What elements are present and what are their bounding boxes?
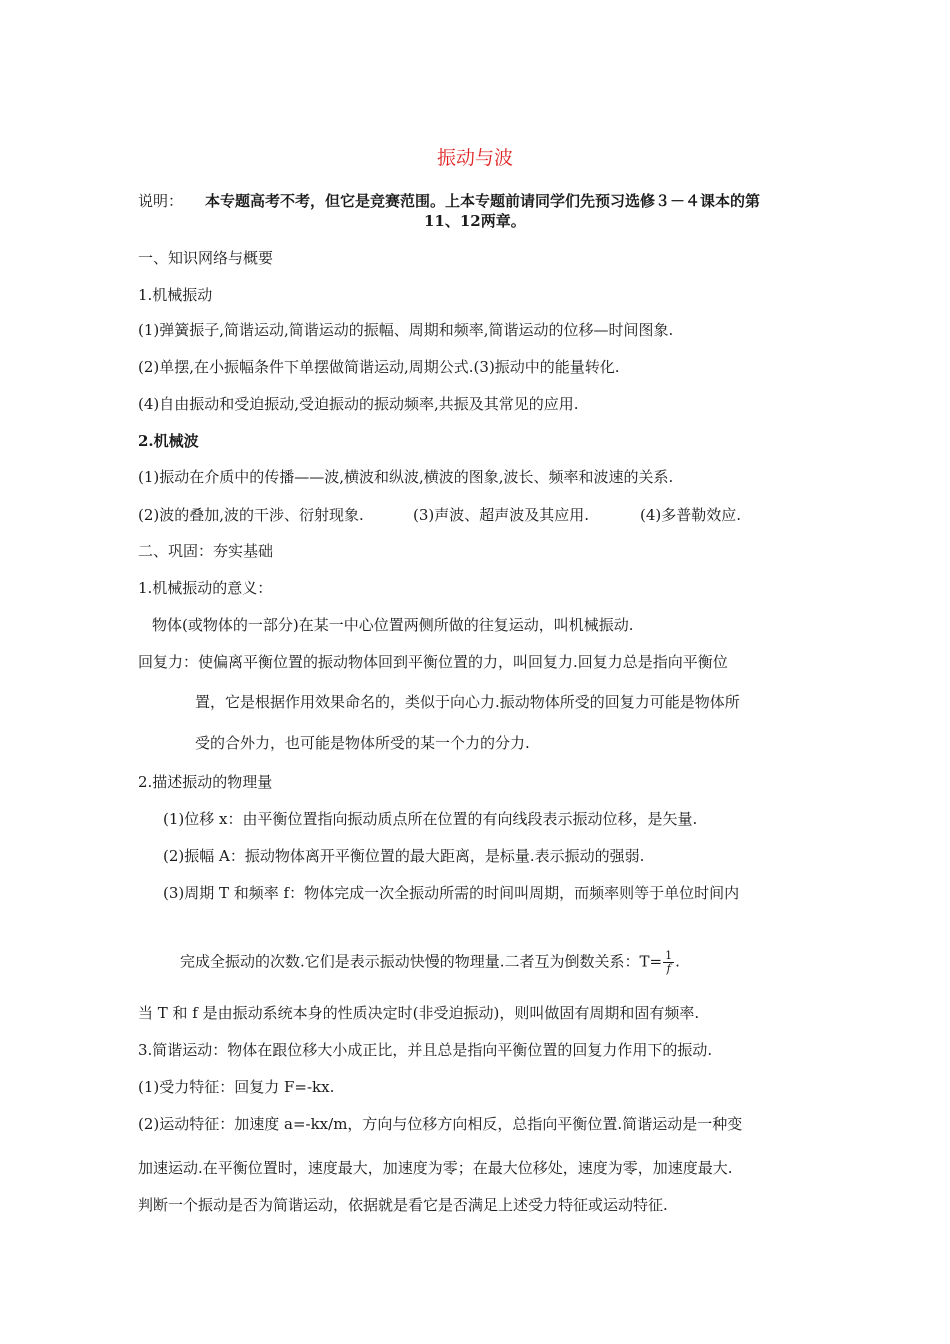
section-heading-2: 二、巩固：夯实基础 bbox=[138, 542, 274, 560]
section-heading-1: 一、知识网络与概要 bbox=[138, 249, 274, 267]
fraction-denominator: f bbox=[666, 962, 671, 975]
paragraph: 受的合外力，也可能是物体所受的某一个力的分力. bbox=[195, 734, 530, 752]
paragraph: 加速运动.在平衡位置时，速度最大，加速度为零；在最大位移处，速度为零，加速度最大. bbox=[138, 1159, 733, 1177]
paragraph: 置，它是根据作用效果命名的，类似于向心力.振动物体所受的回复力可能是物体所 bbox=[195, 693, 740, 711]
paragraph-with-formula bbox=[180, 950, 680, 975]
paragraph: (1)振动在介质中的传播——波,横波和纵波,横波的图象,波长、频率和波速的关系. bbox=[138, 468, 674, 486]
paragraph: (2)振幅 A：振动物体离开平衡位置的最大距离，是标量.表示振动的强弱. bbox=[163, 847, 645, 865]
paragraph: 回复力：使偏离平衡位置的振动物体回到平衡位置的力，叫回复力.回复力总是指向平衡位 bbox=[138, 653, 728, 671]
paragraph: 物体(或物体的一部分)在某一中心位置两侧所做的往复运动，叫机械振动. bbox=[152, 616, 634, 634]
paragraph: (3)周期 T 和频率 f：物体完成一次全振动所需的时间叫周期，而频率则等于单位时间内 bbox=[163, 884, 740, 902]
intro-text-line-2: 11、12两章。 bbox=[424, 212, 526, 230]
intro-text-line-1: 本专题高考不考，但它是竞赛范围。上本专题前请同学们先预习选修３－４课本的第 bbox=[205, 192, 761, 210]
subsection-heading: 2.机械波 bbox=[138, 432, 199, 450]
fraction bbox=[663, 950, 674, 975]
subsection-heading: 2.描述振动的物理量 bbox=[138, 773, 273, 791]
paragraph: (2)波的叠加,波的干涉、衍射现象. bbox=[138, 506, 364, 524]
subsection-heading: 1.机械振动 bbox=[138, 286, 213, 304]
paragraph: (4)多普勒效应. bbox=[640, 506, 742, 524]
formula-end: . bbox=[675, 952, 680, 971]
paragraph: (2)运动特征：加速度 a=-kx/m，方向与位移方向相反，总指向平衡位置.简谐运动是一种变 bbox=[138, 1115, 743, 1133]
paragraph: (2)单摆,在小振幅条件下单摆做简谐运动,周期公式.(3)振动中的能量转化. bbox=[138, 358, 620, 376]
paragraph: (1)弹簧振子,简谐运动,简谐运动的振幅、周期和频率,简谐运动的位移—时间图象. bbox=[138, 321, 674, 339]
paragraph: (3)声波、超声波及其应用. bbox=[413, 506, 590, 524]
subsection-heading: 1.机械振动的意义： bbox=[138, 579, 273, 597]
paragraph: (1)受力特征：回复力 F=-kx. bbox=[138, 1078, 335, 1096]
document-title: 振动与波 bbox=[436, 147, 513, 169]
formula-text: 完成全振动的次数.它们是表示振动快慢的物理量.二者互为倒数关系：T= bbox=[180, 952, 663, 971]
intro-label: 说明： bbox=[138, 192, 184, 210]
fraction-numerator: 1 bbox=[665, 949, 673, 962]
paragraph: 当 T 和 f 是由振动系统本身的性质决定时(非受迫振动)，则叫做固有周期和固有频率. bbox=[138, 1004, 700, 1022]
paragraph: (1)位移 x：由平衡位置指向振动质点所在位置的有向线段表示振动位移，是矢量. bbox=[163, 810, 698, 828]
subsection-heading: 3.简谐运动：物体在跟位移大小成正比，并且总是指向平衡位置的回复力作用下的振动. bbox=[138, 1041, 713, 1059]
paragraph: (4)自由振动和受迫振动,受迫振动的振动频率,共振及其常见的应用. bbox=[138, 395, 579, 413]
paragraph: 判断一个振动是否为简谐运动，依据就是看它是否满足上述受力特征或运动特征. bbox=[138, 1196, 668, 1214]
